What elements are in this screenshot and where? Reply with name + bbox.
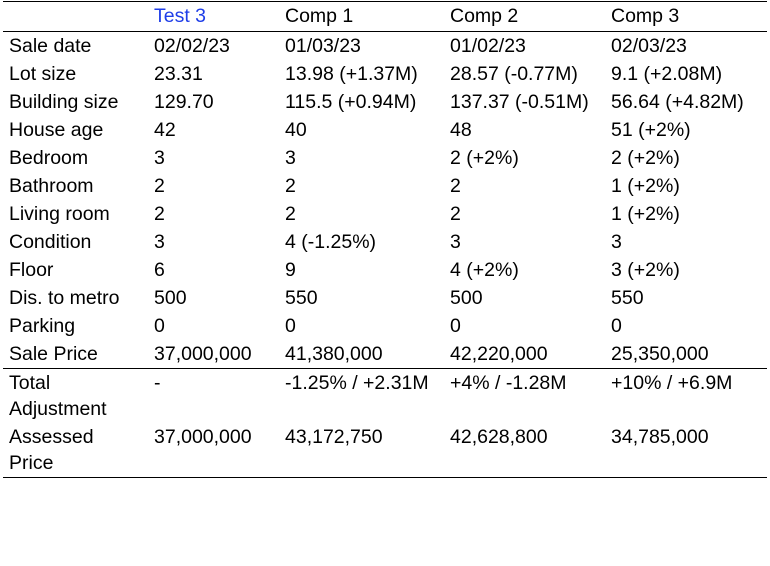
cell-comp1: 41,380,000 — [285, 343, 383, 365]
header-comp2: Comp 2 — [444, 2, 605, 32]
cell-test: 2 — [154, 175, 165, 197]
cell-test: 129.70 — [154, 91, 214, 113]
cell-comp1: 9 — [285, 259, 296, 281]
cell-comp2: 3 — [450, 231, 461, 253]
row-label: Floor — [9, 259, 54, 281]
table-row — [3, 88, 767, 116]
table-header — [3, 2, 767, 32]
cell-comp2: 137.37 (-0.51M) — [450, 91, 589, 113]
cell-comp2: 2 — [450, 175, 461, 197]
table-row — [3, 200, 767, 228]
cell-comp1: 40 — [285, 119, 307, 141]
cell-comp3: 1 (+2%) — [611, 175, 680, 197]
cell-comp2: 0 — [450, 315, 461, 337]
row-label: House age — [9, 119, 104, 141]
cell-comp2: 2 — [450, 203, 461, 225]
cell-test: 37,000,000 — [148, 423, 279, 478]
cell-test: 500 — [154, 287, 187, 309]
cell-comp1: 43,172,750 — [279, 423, 444, 478]
row-label: Condition — [9, 231, 92, 253]
cell-comp3: 56.64 (+4.82M) — [611, 91, 744, 113]
row-label: Dis. to metro — [9, 287, 120, 309]
row-label: Bathroom — [9, 175, 94, 197]
cell-comp2: 4 (+2%) — [450, 259, 519, 281]
table-row — [3, 172, 767, 200]
header-comp3: Comp 3 — [605, 2, 767, 32]
cell-test: 23.31 — [154, 63, 203, 85]
comparison-table — [3, 1, 767, 478]
table-body — [3, 32, 767, 478]
table-row-total-adjustment — [3, 369, 767, 424]
row-label: Sale date — [9, 35, 92, 57]
cell-comp3: 51 (+2%) — [611, 119, 691, 141]
table-row — [3, 32, 767, 61]
cell-comp1: 3 — [285, 147, 296, 169]
cell-comp1: 2 — [285, 175, 296, 197]
table-row — [3, 144, 767, 172]
table-row — [3, 340, 767, 369]
cell-test: - — [148, 369, 279, 424]
cell-comp1: 01/03/23 — [285, 35, 361, 57]
cell-test: 42 — [154, 119, 176, 141]
cell-comp3: +10% / +6.9M — [605, 369, 767, 424]
row-label: Living room — [9, 203, 110, 225]
table-row — [3, 228, 767, 256]
cell-comp3: 0 — [611, 315, 622, 337]
cell-comp3: 3 — [611, 231, 622, 253]
row-label: Bedroom — [9, 147, 89, 169]
cell-comp1: 115.5 (+0.94M) — [285, 91, 417, 113]
cell-test: 37,000,000 — [154, 343, 252, 365]
cell-comp1: -1.25% / +2.31M — [279, 369, 444, 424]
cell-comp2: 500 — [450, 287, 483, 309]
table-row — [3, 60, 767, 88]
row-label: Assessed Price — [3, 423, 148, 478]
cell-test: 0 — [154, 315, 165, 337]
row-label: Lot size — [9, 63, 77, 85]
cell-comp2: 42,628,800 — [444, 423, 605, 478]
cell-test: 02/02/23 — [154, 35, 230, 57]
cell-comp3: 02/03/23 — [611, 35, 687, 57]
cell-comp3: 1 (+2%) — [611, 203, 680, 225]
table-row — [3, 116, 767, 144]
cell-test: 6 — [154, 259, 165, 281]
header-comp1: Comp 1 — [279, 2, 444, 32]
cell-comp2: 01/02/23 — [450, 35, 526, 57]
cell-comp2: +4% / -1.28M — [444, 369, 605, 424]
cell-test: 3 — [154, 231, 165, 253]
cell-comp2: 42,220,000 — [450, 343, 548, 365]
cell-comp1: 2 — [285, 203, 296, 225]
header-row — [3, 2, 767, 32]
table-row — [3, 256, 767, 284]
row-label: Building size — [9, 91, 119, 113]
cell-comp2: 48 — [450, 119, 472, 141]
cell-comp3: 550 — [611, 287, 644, 309]
cell-comp3: 34,785,000 — [605, 423, 767, 478]
cell-comp1: 0 — [285, 315, 296, 337]
cell-test: 3 — [154, 147, 165, 169]
cell-comp1: 4 (-1.25%) — [285, 231, 377, 253]
row-label: Parking — [9, 315, 76, 337]
header-test: Test 3 — [148, 2, 279, 32]
cell-comp1: 13.98 (+1.37M) — [285, 63, 418, 85]
table-row — [3, 284, 767, 312]
cell-comp3: 3 (+2%) — [611, 259, 680, 281]
cell-comp3: 9.1 (+2.08M) — [611, 63, 723, 85]
cell-comp1: 550 — [285, 287, 318, 309]
cell-comp2: 2 (+2%) — [450, 147, 519, 169]
cell-test: 2 — [154, 203, 165, 225]
table-row — [3, 312, 767, 340]
table-row-assessed-price — [3, 423, 767, 478]
cell-comp3: 2 (+2%) — [611, 147, 680, 169]
cell-comp3: 25,350,000 — [611, 343, 709, 365]
cell-comp2: 28.57 (-0.77M) — [450, 63, 578, 85]
header-blank — [3, 2, 148, 32]
row-label: Sale Price — [9, 343, 98, 365]
row-label: Total Adjustment — [3, 369, 148, 424]
